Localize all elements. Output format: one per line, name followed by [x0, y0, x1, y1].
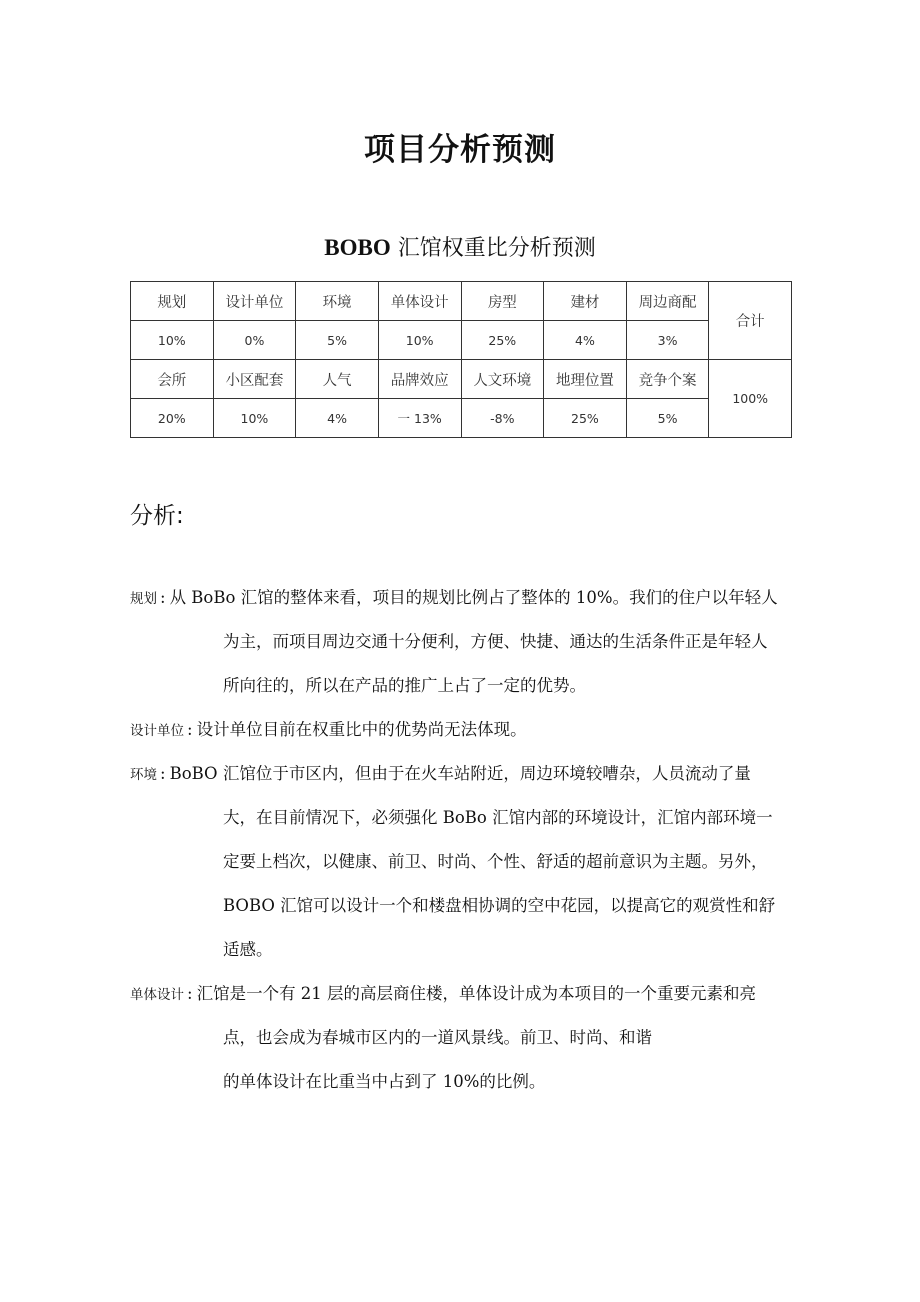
section-label: 单体设计	[130, 987, 184, 1003]
table-cell: 一 13%	[378, 399, 461, 438]
table-cell: -8%	[461, 399, 544, 438]
table-cell: 人气	[296, 360, 379, 399]
table-cell: 周边商配	[626, 282, 709, 321]
table-cell: 建材	[544, 282, 627, 321]
table-cell: 4%	[544, 321, 627, 360]
paragraph-line: 所向往的，所以在产品的推广上占了一定的优势。	[223, 676, 586, 695]
analysis-section-building-design	[130, 979, 795, 1111]
paragraph-line: 适感。	[223, 940, 273, 959]
paragraph-line: 点，也会成为春城市区内的一道风景线。前卫、时尚、和谐	[223, 1028, 652, 1047]
table-row-labels-2	[131, 360, 792, 399]
analysis-section-environment	[130, 759, 795, 979]
table-row-labels-1	[131, 282, 792, 321]
table-cell: 25%	[544, 399, 627, 438]
paragraph-line: 单体设计 : 汇馆是一个有 21 层的高层商住楼，单体设计成为本项目的一个重要元素和亮	[130, 979, 795, 1023]
table-cell: 10%	[378, 321, 461, 360]
paragraph-text: 从 BoBo 汇馆的整体来看，项目的规划比例占了整体的 10%。我们的住户以年轻人	[169, 588, 778, 607]
total-value-cell: 100%	[709, 360, 792, 438]
paragraph-line: BOBO 汇馆可以设计一个和楼盘相协调的空中花园，以提高它的观赏性和舒	[223, 896, 776, 915]
paragraph-line: 为主，而项目周边交通十分便利，方便、快捷、通达的生活条件正是年轻人	[223, 632, 768, 651]
paragraph-line: 大，在目前情况下，必须强化 BoBo 汇馆内部的环境设计，汇馆内部环境一	[223, 808, 773, 827]
table-title-text: 汇馆权重比分析预测	[397, 236, 596, 261]
table-cell: 小区配套	[213, 360, 296, 399]
table-cell: 5%	[296, 321, 379, 360]
table-cell: 设计单位	[213, 282, 296, 321]
paragraph-line: 规划 : 从 BoBo 汇馆的整体来看，项目的规划比例占了整体的 10%。我们的住户以年轻人	[130, 583, 795, 627]
table-cell: 3%	[626, 321, 709, 360]
table-cell: 4%	[296, 399, 379, 438]
section-label: 设计单位	[130, 723, 184, 739]
table-cell: 房型	[461, 282, 544, 321]
table-cell: 人文环境	[461, 360, 544, 399]
paragraph-line: 环境 : BoBO 汇馆位于市区内，但由于在火车站附近，周边环境较嘈杂，人员流动了量	[130, 759, 795, 803]
table-cell: 环境	[296, 282, 379, 321]
table-cell: 规划	[131, 282, 214, 321]
weight-ratio-table	[130, 281, 792, 438]
table-cell: 10%	[213, 399, 296, 438]
table-row-values-2	[131, 399, 792, 438]
paragraph-line: 的单体设计在比重当中占到了 10%的比例。	[223, 1072, 546, 1091]
table-cell: 地理位置	[544, 360, 627, 399]
table-cell: 20%	[131, 399, 214, 438]
table-cell: 单体设计	[378, 282, 461, 321]
section-label: 规划	[130, 591, 157, 607]
document-title: 项目分析预测	[364, 132, 556, 168]
analysis-section-design-unit	[130, 715, 795, 759]
table-title	[0, 231, 920, 262]
paragraph-text: 汇馆是一个有 21 层的高层商住楼，单体设计成为本项目的一个重要元素和亮	[196, 984, 757, 1003]
analysis-heading: 分析:	[130, 503, 184, 529]
table-cell: 品牌效应	[378, 360, 461, 399]
paragraph-line: 定要上档次，以健康、前卫、时尚、个性、舒适的超前意识为主题。另外，	[223, 852, 768, 871]
paragraph-line: 设计单位 : 设计单位目前在权重比中的优势尚无法体现。	[130, 715, 795, 759]
table-row-values-1	[131, 321, 792, 360]
table-cell: 0%	[213, 321, 296, 360]
table-cell: 10%	[131, 321, 214, 360]
table-cell: 25%	[461, 321, 544, 360]
table-cell: 竞争个案	[626, 360, 709, 399]
paragraph-text: 设计单位目前在权重比中的优势尚无法体现。	[196, 720, 527, 739]
table-cell: 会所	[131, 360, 214, 399]
total-label-cell: 合计	[709, 282, 792, 360]
paragraph-text: BoBO 汇馆位于市区内，但由于在火车站附近，周边环境较嘈杂，人员流动了量	[169, 764, 751, 783]
section-label: 环境	[130, 767, 157, 783]
table-title-brand: BOBO	[324, 235, 391, 260]
analysis-section-planning	[130, 583, 795, 715]
table-cell: 5%	[626, 399, 709, 438]
